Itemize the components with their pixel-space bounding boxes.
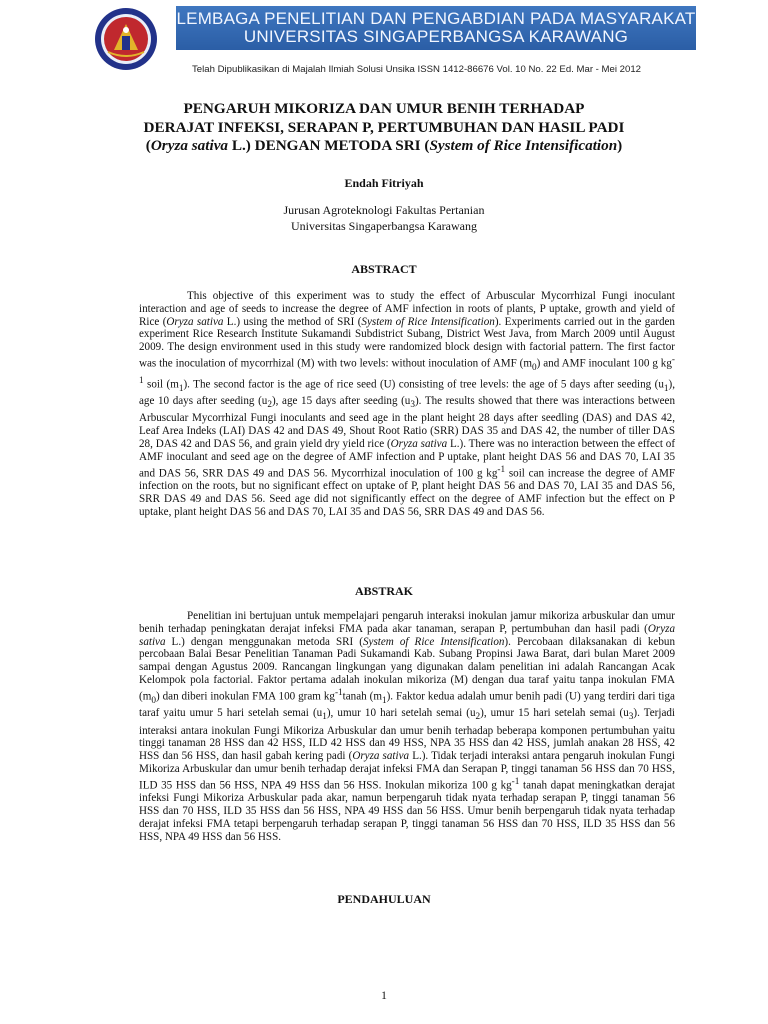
abstrak-heading: ABSTRAK: [354, 584, 413, 598]
subscript: 2: [267, 400, 272, 411]
text-run: ), umur 10 hari setelah semai (u: [326, 707, 476, 720]
subscript: 3: [410, 400, 415, 411]
section-heading-pendahuluan: PENDAHULUAN: [337, 892, 431, 906]
subscript: 1: [178, 383, 184, 394]
university-seal-logo: [86, 6, 166, 70]
paper-title: [100, 100, 668, 156]
abstract-body: [139, 290, 675, 518]
superscript: -1: [139, 354, 675, 386]
author-name: Endah Fitriyah: [344, 176, 424, 190]
subscript: 1: [381, 695, 387, 706]
text-run: Oryza sativa: [390, 438, 448, 450]
subscript: 3: [628, 712, 634, 723]
institution-banner: [176, 6, 696, 50]
journal-header: [0, 0, 768, 80]
subscript: 2: [475, 712, 481, 723]
text-run: ), umur 15 hari setelah semai (u: [480, 707, 629, 720]
title-text: ): [617, 137, 623, 154]
text-run: L.). There was no interaction between the effect of AMF inoculant and seed age on the degree of AMF infection and P uptake, plant height DAS 56 and DAS 70, LAI 35 and DAS 56, SRR DAS 49 and DAS 56. Mycorrhizal inoculation of 100 g kg: [139, 438, 676, 480]
superscript: -1: [497, 464, 506, 475]
subscript: 0: [151, 695, 156, 706]
text-run: L.). Tidak terjadi interaksi antara pengaruh inokulan Fungi Mikoriza Arbuskular dan umur benih terhadap derajat infeksi FMA dan Serapan P, tinggi tanaman 56 HSS dan 70 HSS, ILD 35 HSS dan 56 HSS, NPA 49 HSS dan 56 HSS. Inokulan mikoriza 100 g kg: [139, 750, 675, 792]
text-run: ). Faktor kedua adalah umur benih padi (U) yang terdiri dari tiga taraf yaitu umur 5 hari setelah semai (u: [139, 690, 675, 720]
institution-name-line1: LEMBAGA PENELITIAN DAN PENGABDIAN PADA MASYARAKAT: [176, 9, 696, 28]
institution-name-line2: UNIVERSITAS SINGAPERBANGSA KARAWANG: [243, 27, 629, 46]
abstrak-body: [139, 610, 675, 843]
abstract-heading: ABSTRACT: [351, 262, 417, 276]
affiliation-line2: Universitas Singaperbangsa Karawang: [291, 218, 477, 233]
text-run: ) dan diberi inokulan FMA 100 gram kg: [155, 690, 335, 703]
subscript: 1: [663, 383, 669, 394]
publication-note: Telah Dipublikasikan di Majalah Ilmiah Solusi Unsika ISSN 1412-86676 Vol. 10 No. 22 Ed. Mar - Mei 2012: [192, 64, 642, 75]
text-run: ) and AMF inoculant 100 g kg: [536, 357, 672, 370]
affiliation: [100, 203, 668, 234]
page-number: 1: [381, 990, 387, 1002]
superscript: -1: [334, 687, 343, 698]
text-run: soil (m: [143, 378, 179, 391]
title-text: (: [145, 137, 151, 154]
text-run: Oryza sativa: [139, 622, 675, 648]
affiliation-line1: Jurusan Agroteknologi Fakultas Pertanian: [283, 203, 485, 217]
text-run: Oryza sativa: [166, 315, 224, 328]
subscript: 1: [322, 712, 327, 723]
text-run: ). Percobaan dilaksanakan di kebun percobaan Balai Besar Penelitian Tanaman Padi Sukamandi Kab. Subang Propinsi Jawa Barat, dari bulan Maret 2009 sampai dengan Agustus 2009. Rancangan lingkungan yang digunakan dalam penelitian ini adalah Rancangan Acak Kelompok pola factorial. Faktor pertama adalah inokulan mikoriza (M) dengan dua taraf yaitu tanpa inokulan FMA (m: [139, 635, 675, 703]
text-run: L.) dengan menggunakan metoda SRI (: [165, 635, 363, 648]
seal-graphic: [86, 6, 166, 72]
text-run: ), age 15 days after seeding (u: [271, 395, 411, 408]
text-run: L.) using the method of SRI (: [223, 315, 362, 328]
subscript: 0: [532, 362, 537, 373]
text-run: ). Experiments carried out in the garden experiment Rice Research Institute Sukamandi Subdistrict Subang, District West Java, from March 2009 until August 2009. The design environment used in this study were randomized block design with factorial pattern. The first factor was the inoculation of mycorrhizal (M) with two levels: without inoculation of AMF (m: [139, 315, 675, 370]
text-run: ), age 10 days after seeding (u: [139, 378, 675, 408]
superscript: -1: [511, 776, 520, 787]
text-run: ). The results showed that there was interactions between Arbuscular Mycorrhizal Fungi inoculants and seed age in the plant height 28 days after seedling (DAS) and DAS 42, Leaf Area Indeks (LAI) DAS 42 and DAS 49, Shout Root Ratio (SRR) DAS 35 and DAS 42, the number of tiller DAS 28, DAS 42 and DAS 56, and grain yield dry yield rice (: [139, 395, 675, 450]
text-run: tanah dapat meningkatkan derajat infeksi Fungi Mikoriza Arbuskular pada akar, namun berpengaruh tidak nyata terhadap serapan P, tinggi tanaman 56 HSS dan 70 HSS, ILD 35 HSS dan 56 HSS, NPA 49 HSS dan 56 HSS. Umur benih berpengaruh tidak nyata terhadap derajat infeksi FMA tetapi berpengaruh terhadap serapan P, tinggi tanaman 56 HSS dan 70 HSS, ILD 35 HSS dan 56 HSS, NPA 49 HSS dan 56 HSS.: [139, 779, 675, 843]
method-name: System of Rice Intensification: [429, 137, 618, 154]
text-run: Oryza sativa: [352, 750, 410, 763]
text-run: tanah (m: [342, 690, 382, 703]
title-line2: DERAJAT INFEKSI, SERAPAN P, PERTUMBUHAN DAN HASIL PADI: [143, 118, 625, 136]
title-text: L.) DENGAN METODA SRI (: [228, 137, 430, 154]
text-run: System of Rice Intensification: [361, 315, 495, 328]
text-run: System of Rice Intensification: [363, 635, 505, 648]
abstract-paragraph: [139, 290, 675, 518]
title-line1: PENGARUH MIKORIZA DAN UMUR BENIH TERHADAP: [183, 100, 585, 117]
text-run: This objective of this experiment was to study the effect of Arbuscular Mycorrhizal Fungi inoculant interaction and age of seeds to increase the degree of AMF infection in roots of plants, P uptake, growth and yield of Rice (: [139, 290, 675, 328]
text-run: ). Terjadi interaksi antara inokulan Fungi Mikoriza Arbuskular dan umur benih terhadap beberapa komponen pertumbuhan yaitu tinggi tanaman 28 HSS dan 42 HSS, ILD 42 HSS dan 49 HSS, NPA 35 HSS dan 42 HSS, jumlah anakan 28 HSS, 42 HSS dan 56 HSS, dan hasil gabah kering padi (: [139, 707, 676, 763]
title-line3: [100, 137, 668, 156]
text-run: Penelitian ini bertujuan untuk mempelajari pengaruh interaksi inokulan jamur mikoriza arbuskular dan umur benih terhadap peningkatan derajat infeksi FMA pada akar tanaman, serapan P, pertumbuhan dan hasil padi (: [139, 610, 675, 635]
text-run: soil can increase the degree of AMF infection on the roots, but no significant effect on uptake of P, plant height DAS 56 and DAS 70, LAI 35 and DAS 56, SRR DAS 49 and DAS 56. Seed age did not significantly effect on the degree of AMF infection but the effect on P uptake, plant height DAS 56 and DAS 70, LAI 35 and DAS 56, SRR DAS 49 and DAS 56.: [139, 467, 675, 518]
abstrak-paragraph: [139, 610, 675, 843]
species-name: Oryza sativa: [150, 137, 229, 154]
text-run: ). The second factor is the age of rice seed (U) consisting of tree levels: the age of 5 days after seeding (u: [183, 378, 664, 391]
